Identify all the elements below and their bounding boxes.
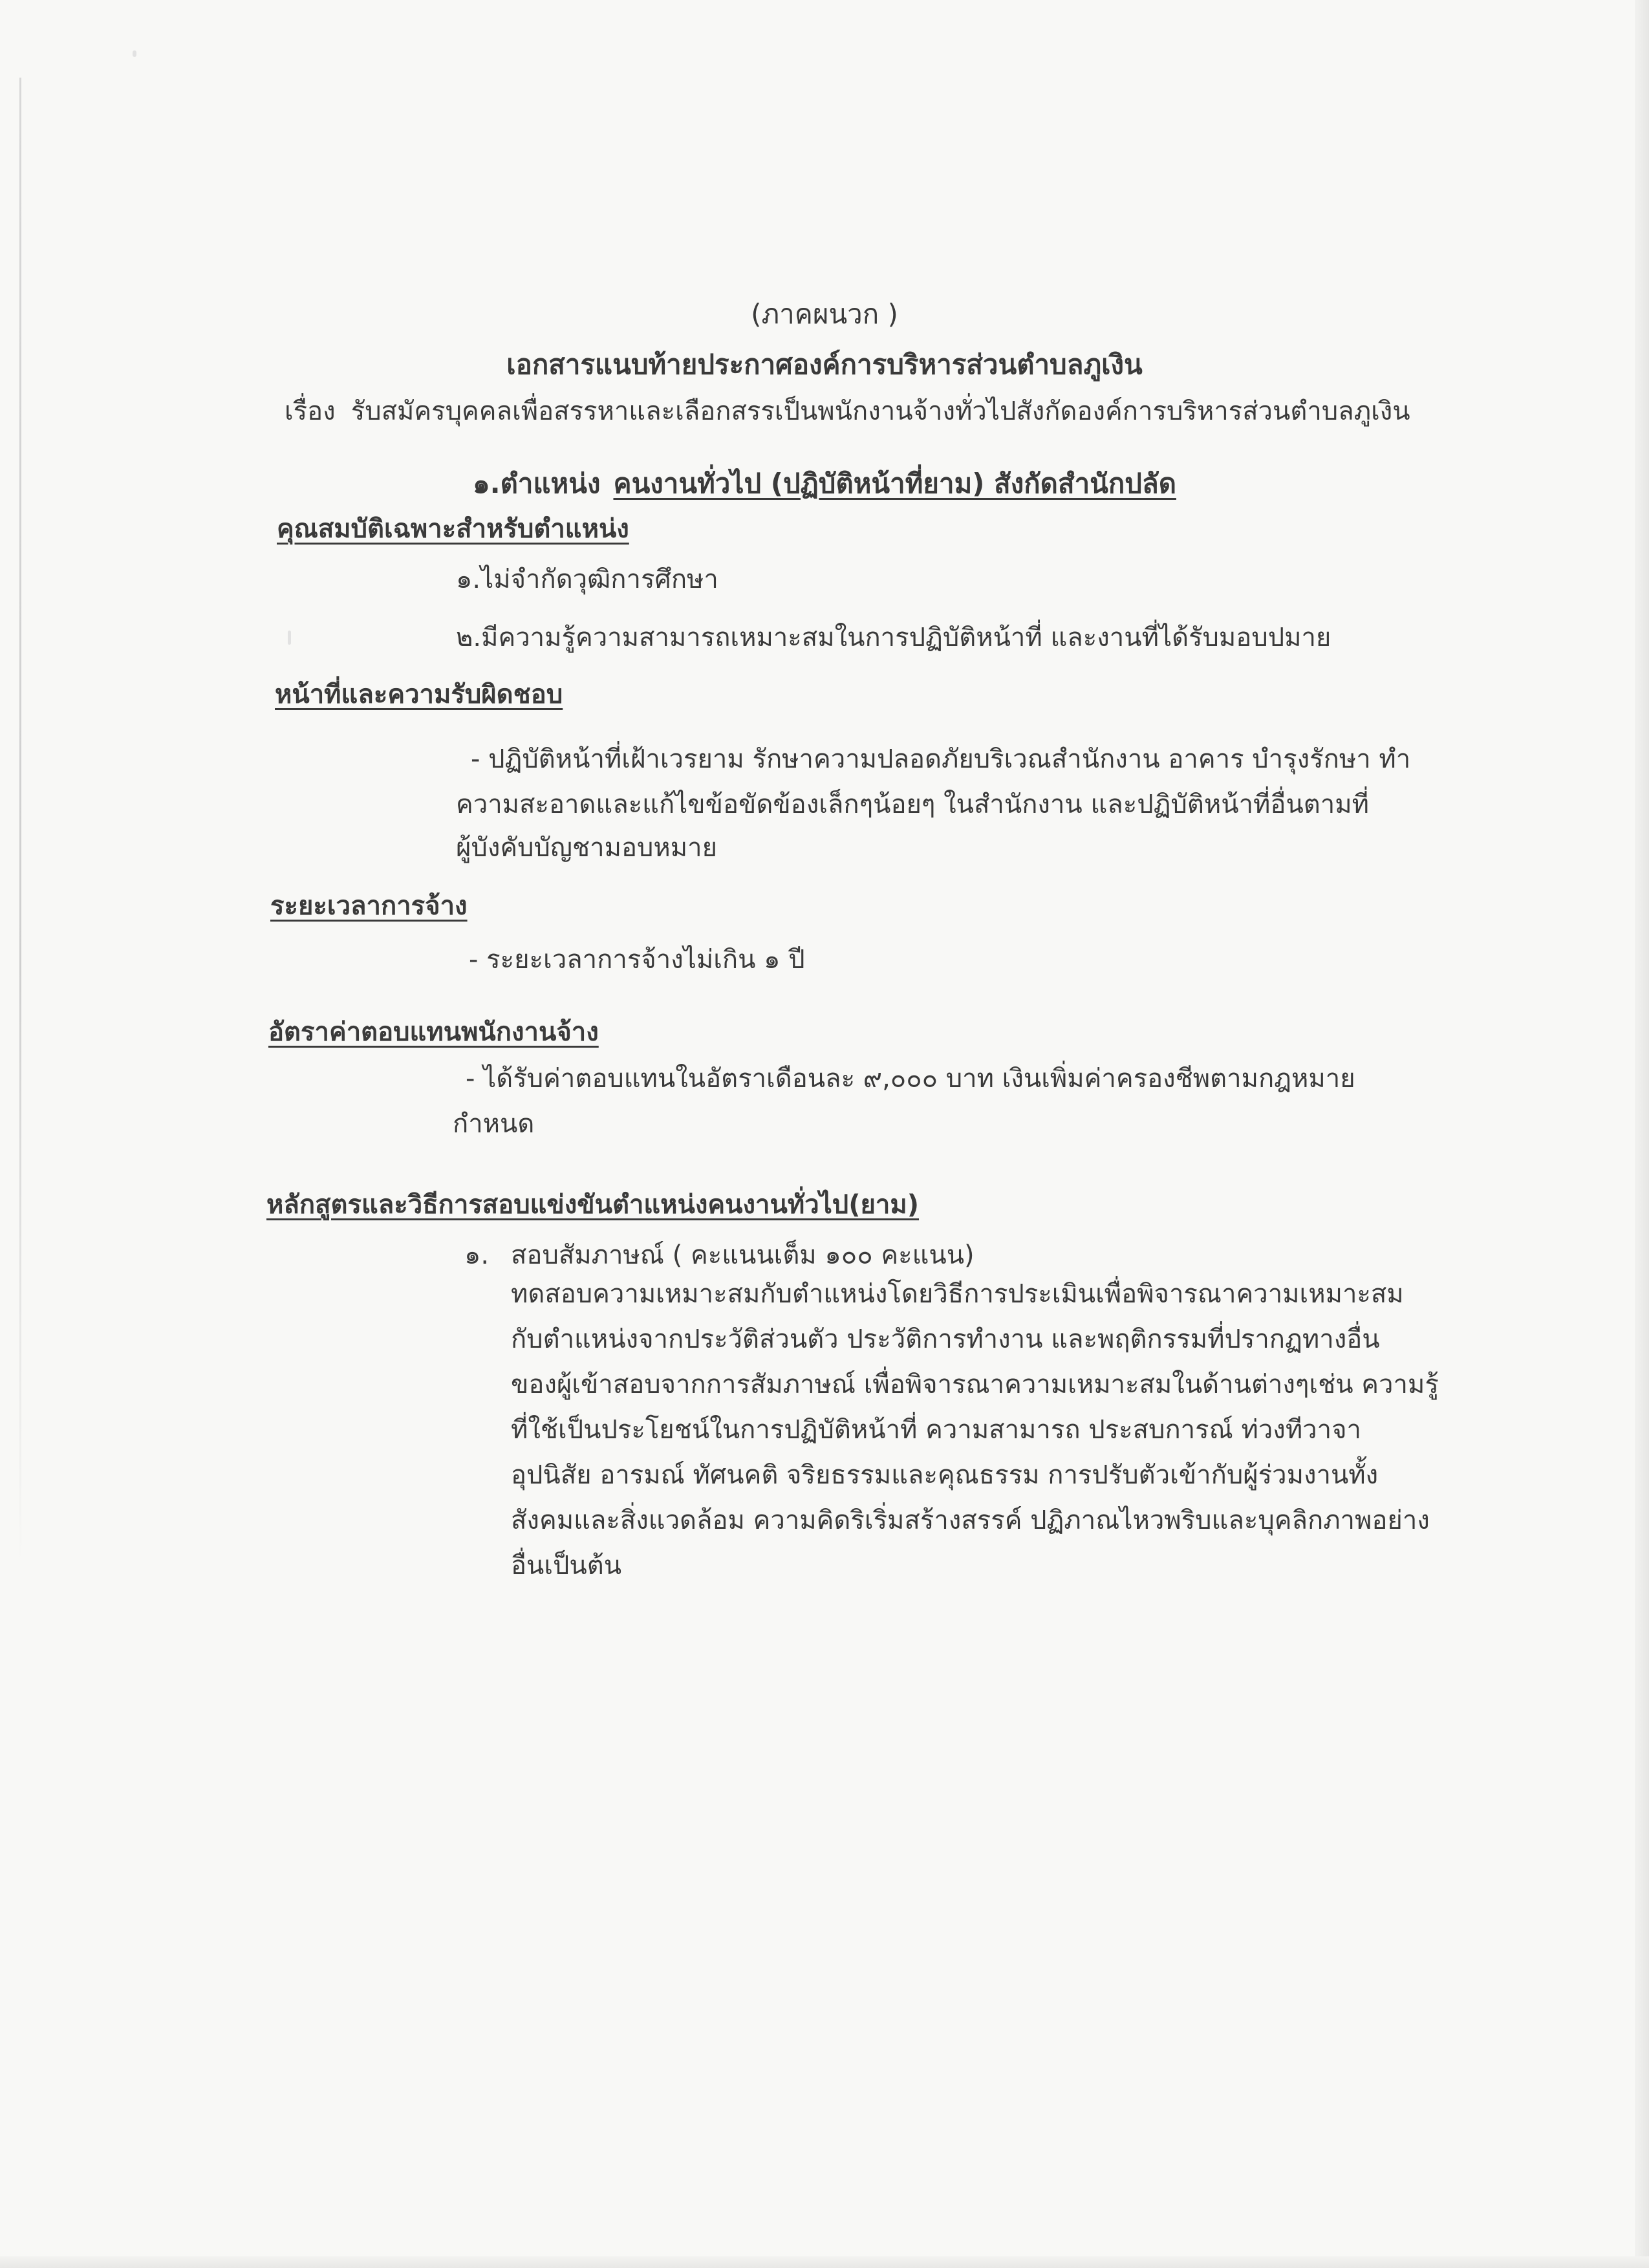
scan-right-edge — [1635, 0, 1649, 2268]
term-heading: ระยะเวลาการจ้าง — [270, 891, 468, 921]
duties-line: ผู้บังคับบัญชามอบหมาย — [456, 833, 718, 863]
duties-line: - ปฏิบัติหน้าที่เฝ้าเวรยาม รักษาความปลอดภัยบริเวณสำนักงาน อาคาร บำรุงรักษา ทำ — [471, 744, 1411, 774]
term-line: - ระยะเวลาการจ้างไม่เกิน ๑ ปี — [469, 945, 805, 975]
qualifications-heading: คุณสมบัติเฉพาะสำหรับตำแหน่ง — [277, 514, 629, 544]
exam-body-line: ทดสอบความเหมาะสมกับตำแหน่งโดยวิธีการประเมินเพื่อพิจารณาความเหมาะสม — [511, 1279, 1404, 1309]
subject-line — [285, 394, 1410, 428]
pay-heading: อัตราค่าตอบแทนพนักงานจ้าง — [268, 1017, 599, 1047]
annex-label: (ภาคผนวก ) — [751, 298, 898, 330]
position-line — [0, 467, 1649, 501]
duties-line: ความสะอาดและแก้ไขข้อขัดข้องเล็กๆน้อยๆ ในสำนักงาน และปฏิบัติหน้าที่อื่นตามที่ — [456, 790, 1369, 819]
exam-body-line: ของผู้เข้าสอบจากการสัมภาษณ์ เพื่อพิจารณาความเหมาะสมในด้านต่างๆเช่น ความรู้ — [511, 1370, 1439, 1399]
qualification-item: ๒.มีความรู้ความสามารถเหมาะสมในการปฏิบัติหน้าที่ และงานที่ได้รับมอบปมาย — [456, 623, 1331, 653]
exam-body-line: กับตำแหน่งจากประวัติส่วนตัว ประวัติการทำงาน และพฤติกรรมที่ปรากฏทางอื่น — [511, 1324, 1380, 1354]
exam-body-line: อุปนิสัย อารมณ์ ทัศนคติ จริยธรรมและคุณธรรม การปรับตัวเข้ากับผู้ร่วมงานทั้ง — [511, 1460, 1379, 1490]
qualification-item: ๑.ไม่จำกัดวุฒิการศึกษา — [456, 565, 718, 594]
scan-speck — [133, 50, 136, 57]
document-title: เอกสารแนบท้ายประกาศองค์การบริหารส่วนตำบลภูเงิน — [506, 349, 1143, 380]
exam-item-number: ๑. — [464, 1240, 490, 1270]
duties-heading: หน้าที่และความรับผิดชอบ — [275, 680, 563, 709]
scan-speck — [288, 631, 291, 645]
exam-body-line: ที่ใช้เป็นประโยชน์ในการปฏิบัติหน้าที่ ความสามารถ ประสบการณ์ ท่วงทีวาจา — [511, 1415, 1361, 1445]
position-text: คนงานทั่วไป (ปฏิบัติหน้าที่ยาม) สังกัดสำนักปลัด — [613, 468, 1176, 499]
position-label: ๑.ตำแหน่ง — [473, 468, 601, 499]
pay-line: - ได้รับค่าตอบแทนในอัตราเดือนละ ๙,๐๐๐ บาท เงินเพิ่มค่าครองชีพตามกฎหมาย — [466, 1064, 1355, 1094]
pay-line: กำหนด — [453, 1109, 535, 1139]
subject-text: รับสมัครบุคคลเพื่อสรรหาและเลือกสรรเป็นพนักงานจ้างทั่วไปสังกัดองค์การบริหารส่วนตำบลภูเงิน — [350, 396, 1410, 426]
subject-label: เรื่อง — [285, 396, 336, 426]
exam-body-line: สังคมและสิ่งแวดล้อม ความคิดริเริ่มสร้างสรรค์ ปฏิภาณไหวพริบและบุคลิกภาพอย่าง — [511, 1506, 1430, 1535]
exam-heading: หลักสูตรและวิธีการสอบแข่งขันตำแหน่งคนงานทั่วไป(ยาม) — [266, 1190, 920, 1220]
exam-item-title: สอบสัมภาษณ์ ( คะแนนเต็ม ๑๐๐ คะแนน) — [511, 1240, 975, 1270]
exam-body-line: อื่นเป็นต้น — [511, 1551, 622, 1581]
scan-bottom-edge — [0, 2256, 1649, 2268]
